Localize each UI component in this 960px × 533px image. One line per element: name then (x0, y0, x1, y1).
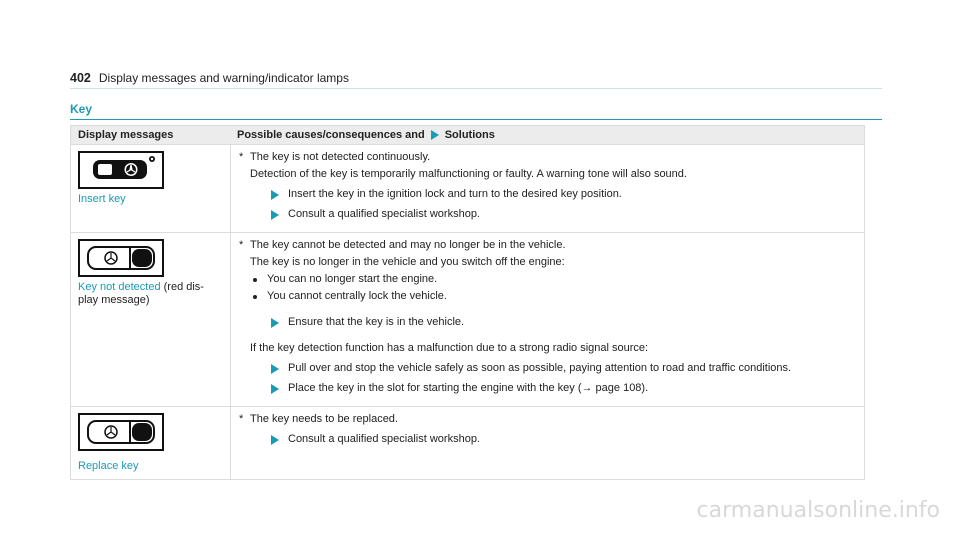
page-header (70, 71, 349, 85)
cause-text: The key is no longer in the vehicle and you switch off the engine: (250, 256, 565, 268)
asterisk-icon: * (239, 413, 244, 425)
key-fob-icon (78, 151, 164, 189)
causes-cell (231, 233, 864, 406)
table-row (71, 406, 864, 479)
cause-text: The key cannot be detected and may no longer be in the vehicle. (250, 239, 566, 251)
arrow-right-icon (271, 318, 279, 328)
watermark: carmanualsonline.info (696, 498, 940, 523)
page-number: 402 (70, 71, 91, 85)
header-divider (70, 88, 882, 89)
messages-table (70, 125, 865, 480)
arrow-right-icon (271, 435, 279, 445)
list-item: You cannot centrally lock the vehicle. (239, 288, 864, 305)
display-message-cell (71, 233, 231, 406)
key-outline-icon (78, 413, 164, 451)
running-title: Display messages and warning/indicator lamps (98, 71, 349, 85)
solution-step (239, 380, 864, 397)
col-header-causes-label: Possible causes/consequences and (237, 129, 425, 141)
solution-step: Pull over and stop the vehicle safely as soon as possible, paying attention to road and traffic conditions. (239, 360, 864, 377)
display-message-label: Insert key (78, 193, 126, 205)
table-row (71, 144, 864, 232)
table-header (71, 126, 864, 144)
col-header-causes (231, 129, 864, 141)
display-message-cell (71, 145, 231, 232)
causes-cell (231, 145, 864, 232)
display-message-cell (71, 407, 231, 479)
solution-step: Consult a qualified specialist workshop. (239, 431, 864, 448)
asterisk-icon: * (239, 151, 244, 163)
bullet-icon (253, 295, 257, 299)
arrow-right-icon (271, 364, 279, 374)
solution-step: Ensure that the key is in the vehicle. (239, 314, 864, 331)
display-message-label: Replace key (78, 460, 139, 472)
col-header-solutions-label: Solutions (444, 129, 495, 141)
key-outline-icon (78, 239, 164, 277)
causes-cell (231, 407, 864, 479)
section-title: Key (70, 102, 93, 116)
bullet-icon (253, 278, 257, 282)
cause-text: The key needs to be replaced. (250, 413, 398, 425)
arrow-right-icon (271, 210, 279, 220)
list-item: You can no longer start the engine. (239, 271, 864, 288)
table-row (71, 232, 864, 406)
cause-text: The key is not detected continuously. (250, 151, 431, 163)
section-divider (70, 119, 882, 120)
page-reference[interactable]: Place the key in the slot for starting the engine with the key (→ page 108). (288, 382, 649, 394)
arrow-right-icon (271, 384, 279, 394)
display-message-label: Key not detected (red dis- play message) (78, 281, 204, 306)
solution-step: Consult a qualified specialist workshop. (239, 206, 864, 223)
arrow-right-icon (271, 190, 279, 200)
cause-text: If the key detection function has a malfunction due to a strong radio signal source: (250, 342, 649, 354)
arrow-right-icon (431, 130, 439, 140)
solution-step: Insert the key in the ignition lock and turn to the desired key position. (239, 186, 864, 203)
asterisk-icon: * (239, 239, 244, 251)
cause-text: Detection of the key is temporarily malfunctioning or faulty. A warning tone will also sound. (250, 168, 687, 180)
col-header-display-messages: Display messages (78, 129, 174, 141)
